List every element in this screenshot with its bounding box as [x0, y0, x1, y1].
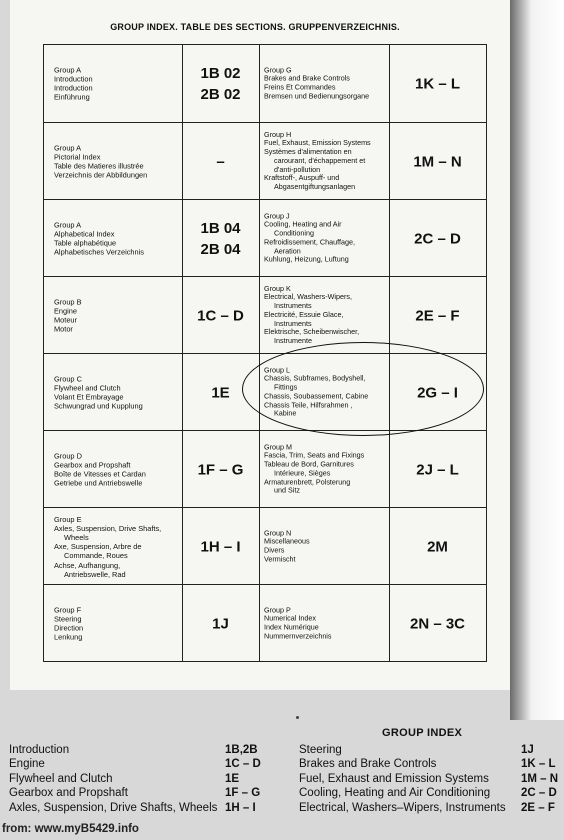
text-line: 1M – N — [413, 153, 462, 170]
text-line: Verzeichnis der Abbildungen — [54, 170, 148, 180]
text-line: Group F — [54, 605, 82, 615]
text-line: Numerical Index — [264, 613, 316, 623]
text-line: Freins Et Commandes — [264, 82, 336, 92]
index-row — [44, 122, 486, 200]
list-item-code: 1J — [521, 744, 534, 756]
text-line: Einführung — [54, 92, 90, 102]
text-line: Group K — [264, 283, 291, 293]
group-description — [264, 131, 387, 193]
list-item — [9, 801, 279, 815]
text-line: Moteur — [54, 315, 78, 325]
text-line: Aeration — [274, 246, 301, 256]
list-item-code: 2C – D — [521, 787, 557, 800]
left-group-cell — [44, 277, 183, 354]
list-item-label: Axles, Suspension, Drive Shafts, Wheels — [9, 801, 218, 814]
right-code-cell — [389, 508, 486, 585]
left-code-cell — [182, 200, 260, 277]
group-description — [264, 285, 387, 347]
text-line: Group A — [54, 65, 82, 75]
group-description — [54, 297, 178, 334]
list-item — [299, 801, 564, 815]
text-line: Group P — [264, 604, 291, 614]
index-row — [44, 45, 486, 122]
index-row — [44, 199, 486, 277]
text-line: Divers — [264, 545, 285, 555]
list-item — [299, 786, 564, 800]
text-line: 2B 04 — [200, 240, 241, 258]
text-line: Elektrische, Scheibenwischer, — [264, 327, 360, 337]
group-description — [54, 374, 178, 411]
text-line: Axles, Suspension, Drive Shafts, — [54, 523, 162, 533]
text-line: 1B 04 — [200, 219, 241, 237]
text-line: Flywheel and Clutch — [54, 383, 121, 393]
group-description — [264, 212, 387, 265]
list-item-code: 1C – D — [225, 758, 261, 771]
left-code-cell — [182, 45, 260, 122]
text-line: d'anti-pollution — [274, 164, 321, 174]
section-code — [182, 459, 259, 480]
text-line: Axe, Suspension, Arbre de — [54, 541, 142, 551]
text-line: carourant, d'échappement et — [274, 156, 366, 166]
left-group-cell — [44, 354, 183, 431]
right-group-cell — [259, 200, 390, 277]
text-line: Bremsen und Bedienungsorgane — [264, 91, 370, 101]
list-item-code: 1M – N — [521, 772, 559, 785]
left-code-cell — [182, 431, 260, 508]
text-line: Electricité, Essuie Glace, — [264, 310, 344, 320]
text-line: Electrical, Washers-Wipers, — [264, 292, 352, 302]
text-line: Cooling, Heating and Air — [264, 219, 342, 229]
text-line: 2G – I — [417, 384, 458, 401]
text-line: Group M — [264, 442, 292, 452]
text-line: 1K – L — [414, 75, 460, 92]
text-line: 2J – L — [416, 461, 459, 478]
text-line: 1E — [211, 384, 230, 401]
list-item — [9, 743, 279, 757]
section-code — [182, 536, 259, 557]
list-item — [299, 757, 564, 771]
group-description — [54, 143, 178, 180]
group-description — [264, 66, 387, 101]
text-line: 2C – D — [414, 230, 461, 247]
source-footer: from: www.myB5429.info — [2, 823, 139, 835]
right-group-cell — [259, 585, 390, 662]
list-item — [299, 743, 564, 757]
list-item-label: Electrical, Washers–Wipers, Instruments — [299, 801, 506, 814]
text-line: Vermischt — [264, 554, 296, 564]
text-line: Fascia, Trim, Seats and Fixings — [264, 450, 365, 460]
text-line: Instruments — [274, 318, 312, 328]
text-line: Volant Et Embrayage — [54, 392, 124, 402]
list-item-code: 1B,2B — [225, 744, 258, 756]
text-line: Kuhlung, Heizung, Luftung — [264, 255, 349, 265]
text-line: Chassis, Soubassement, Cabine — [264, 391, 369, 401]
section-code — [389, 305, 486, 326]
left-group-cell — [44, 45, 183, 122]
lower-index-list-right — [299, 743, 564, 815]
list-item-label: Introduction — [9, 744, 70, 756]
right-group-cell — [259, 431, 390, 508]
group-description — [264, 529, 387, 564]
text-line: Pictorial Index — [54, 152, 101, 162]
text-line: Group A — [54, 143, 82, 153]
left-code-cell — [182, 508, 260, 585]
text-line: 1F – G — [197, 461, 244, 478]
list-item-code: 1F – G — [225, 787, 261, 800]
text-line: 2N – 3C — [409, 615, 466, 632]
list-item — [9, 757, 279, 771]
right-code-cell — [389, 200, 486, 277]
text-line: Group C — [54, 374, 82, 384]
text-line: – — [216, 153, 225, 170]
text-line: Group D — [54, 451, 82, 461]
text-line: Group A — [54, 220, 82, 230]
text-line: Fittings — [274, 382, 298, 392]
list-item-label: Cooling, Heating and Air Conditioning — [299, 787, 491, 800]
text-line: Alphabetisches Verzeichnis — [54, 247, 144, 257]
index-row — [44, 430, 486, 508]
text-line: Alphabetical Index — [54, 229, 115, 239]
right-code-cell — [389, 431, 486, 508]
left-group-cell — [44, 431, 183, 508]
lower-group-index-title: GROUP INDEX — [382, 727, 463, 739]
right-group-cell — [259, 45, 390, 122]
text-line: Chassis Teile, Hilfsrahmen , — [264, 400, 353, 410]
page-title: GROUP INDEX. TABLE DES SECTIONS. GRUPPENVERZEICHNIS. — [110, 22, 400, 32]
text-line: Wheels — [64, 532, 89, 542]
group-description — [54, 605, 178, 642]
group-description — [264, 606, 387, 641]
text-line: Instruments — [274, 301, 312, 311]
text-line: 1B 02 — [200, 64, 241, 82]
text-line: Kabine — [274, 409, 297, 419]
text-line: Table des Matieres illustrée — [54, 161, 144, 171]
text-line: 1J — [212, 615, 229, 632]
list-item — [299, 772, 564, 786]
text-line: Introduction — [54, 74, 93, 84]
lower-index-list-left — [9, 743, 279, 815]
text-line: Nummernverzeichnis — [264, 631, 332, 641]
section-code — [182, 63, 259, 105]
index-row — [44, 507, 486, 585]
text-line: 2M — [427, 538, 448, 555]
right-group-cell — [259, 508, 390, 585]
section-code — [389, 459, 486, 480]
section-code — [182, 151, 259, 172]
text-line: Getriebe und Antriebswelle — [54, 478, 143, 488]
section-code — [182, 305, 259, 326]
index-row — [44, 276, 486, 354]
left-code-cell — [182, 585, 260, 662]
right-group-cell — [259, 123, 390, 200]
text-line: Steering — [54, 614, 82, 624]
page-edge-shadow — [510, 0, 564, 720]
text-line: 1H – I — [200, 538, 241, 555]
text-line: Antriebswelle, Rad — [64, 569, 126, 579]
list-item-code: 1E — [225, 772, 240, 785]
list-item — [9, 786, 279, 800]
text-line: Armaturenbrett, Polsterung — [264, 477, 351, 487]
text-line: Direction — [54, 623, 84, 633]
text-line: Instrumente — [274, 336, 312, 346]
text-line: Intérieure, Sièges — [274, 468, 331, 478]
right-code-cell — [389, 277, 486, 354]
text-line: Kraftstoff-, Auspuff- und — [264, 173, 340, 183]
text-line: Index Numérique — [264, 622, 319, 632]
text-line: Fuel, Exhaust, Emission Systems — [264, 138, 371, 148]
hand-drawn-circle-highlight — [242, 342, 484, 436]
left-group-cell — [44, 508, 183, 585]
text-line: Schwungrad und Kupplung — [54, 401, 143, 411]
section-code — [389, 536, 486, 557]
list-item-label: Gearbox and Propshaft — [9, 787, 128, 800]
text-line: Conditioning — [274, 228, 314, 238]
group-description — [264, 443, 387, 496]
text-line: Tableau de Bord, Garnitures — [264, 459, 354, 469]
text-line: Group B — [54, 297, 82, 307]
list-item-code: 1K – L — [521, 758, 556, 771]
section-code — [389, 613, 486, 634]
group-description — [54, 514, 178, 578]
text-line: Group G — [264, 64, 292, 74]
left-code-cell — [182, 123, 260, 200]
list-item-label: Engine — [9, 758, 45, 771]
text-line: Commande, Roues — [64, 551, 128, 561]
text-line: Miscellaneous — [264, 536, 310, 546]
text-line: Group H — [264, 129, 292, 139]
list-item-label: Flywheel and Clutch — [9, 772, 113, 785]
group-description — [54, 220, 178, 257]
text-line: 2E – F — [415, 307, 460, 324]
list-item — [9, 772, 279, 786]
text-line: Achse, Aufhangung, — [54, 560, 121, 570]
left-group-cell — [44, 123, 183, 200]
section-code — [389, 228, 486, 249]
text-line: und Sitz — [274, 486, 300, 496]
list-item-code: 2E – F — [521, 801, 555, 814]
text-line: Group J — [264, 211, 290, 221]
text-line: Boîte de Vitesses et Cardan — [54, 469, 146, 479]
group-description — [54, 65, 178, 102]
text-line: Lenkung — [54, 632, 83, 642]
text-line: Introduction — [54, 83, 93, 93]
text-line: Gearbox and Propshaft — [54, 460, 131, 470]
text-line: Engine — [54, 306, 78, 316]
list-item-label: Brakes and Brake Controls — [299, 758, 437, 771]
left-code-cell — [182, 277, 260, 354]
right-code-cell — [389, 123, 486, 200]
left-group-cell — [44, 200, 183, 277]
index-row — [44, 584, 486, 662]
right-code-cell — [389, 45, 486, 122]
text-line: Group E — [54, 514, 82, 524]
text-line: Brakes and Brake Controls — [264, 73, 350, 83]
text-line: Group N — [264, 527, 292, 537]
text-line: Table alphabétique — [54, 238, 117, 248]
text-line: Group L — [264, 365, 290, 375]
left-group-cell — [44, 585, 183, 662]
section-code — [182, 613, 259, 634]
text-line: Abgasentgiftungsanlagen — [274, 182, 356, 192]
list-item-label: Steering — [299, 744, 342, 756]
text-line: Systèmes d'alimentation en — [264, 147, 352, 157]
section-code — [389, 151, 486, 172]
list-item-label: Fuel, Exhaust and Emission Systems — [299, 772, 489, 785]
section-code — [182, 218, 259, 260]
section-code — [389, 73, 486, 94]
text-line: Chassis, Subframes, Bodyshell, — [264, 373, 366, 383]
right-code-cell — [389, 585, 486, 662]
text-line: 1C – D — [197, 307, 244, 324]
text-line: Motor — [54, 324, 73, 334]
text-line: 2B 02 — [200, 85, 241, 103]
speck — [296, 716, 299, 719]
list-item-code: 1H – I — [225, 801, 256, 814]
group-description — [54, 451, 178, 488]
text-line: Refroidissement, Chauffage, — [264, 237, 355, 247]
